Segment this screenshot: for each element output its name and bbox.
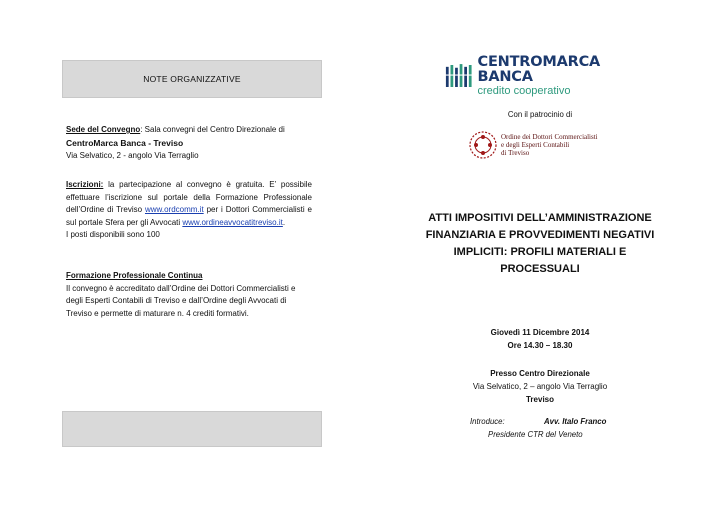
- iscrizioni-text-3: .: [282, 217, 286, 227]
- centromarca-bars-icon: [445, 62, 473, 90]
- event-title: [405, 210, 675, 278]
- iscrizioni-section: [66, 179, 312, 242]
- bank-name: CENTROMARCA BANCA: [477, 54, 601, 85]
- bank-subtitle: credito cooperativo: [477, 85, 571, 97]
- intro-role: Presidente CTR del Veneto: [488, 430, 583, 439]
- venue-city: Treviso: [525, 395, 554, 404]
- posti-disponibili: I posti disponibili sono 100: [66, 230, 160, 240]
- ordineavvocati-link[interactable]: www.ordineavvocatitreviso.it: [182, 217, 283, 227]
- ordine-line-1: Ordine dei Dottori Commercialisti: [501, 133, 598, 141]
- sede-text: : Sala convegni del Centro Direzionale di: [140, 125, 285, 134]
- sede-bank: CentroMarca Banca - Treviso: [66, 137, 184, 148]
- iscrizioni-text-1: la partecipazione al convegno è gratuita. E’ possibile effettuare l’iscrizione sul portale della Formazione Professionale dell’Ordine di Treviso: [66, 180, 312, 215]
- formazione-section: [66, 270, 312, 320]
- event-venue: [430, 367, 650, 406]
- ordine-seal-icon: [468, 130, 498, 160]
- ordine-line-3: di Treviso: [501, 149, 530, 157]
- event-date: Giovedì 11 Dicembre 2014: [490, 328, 590, 337]
- title-line: ATTI IMPOSITIVI DELL’AMMINISTRAZIONE: [428, 212, 652, 224]
- event-datetime: [430, 326, 650, 352]
- formazione-text: Il convegno è accreditato dall’Ordine dei Dottori Commercialisti e degli Esperti Contabili di Treviso e dall’Ordine degli Avvocati di Treviso e permette di maturare n. 4 crediti formativi.: [66, 283, 296, 318]
- sede-section: [66, 124, 312, 163]
- introduction: [470, 415, 630, 441]
- ordine-line-2: e degli Esperti Contabili: [501, 141, 570, 149]
- title-line: IMPLICITI: PROFILI MATERIALI E: [453, 246, 627, 258]
- intro-label: Introduce:: [470, 417, 505, 426]
- event-time: Ore 14.30 – 18.30: [507, 341, 573, 350]
- intro-name: Avv. Italo Franco: [544, 417, 607, 426]
- venue-address: Via Selvatico, 2 – angolo Via Terraglio: [472, 382, 608, 391]
- patrocinio-text: Con il patrocinio di: [507, 110, 573, 119]
- iscrizioni-label: Iscrizioni:: [66, 180, 104, 189]
- title-line: FINANZIARIA E PROVVEDIMENTI NEGATIVI: [425, 229, 655, 241]
- ordcomm-link[interactable]: www.ordcomm.it: [144, 205, 204, 215]
- notes-footer-box: [62, 411, 322, 447]
- iscrizioni-text-2: per i Dottori Commercialisti e sul portale Sfera per gli Avvocati: [66, 205, 313, 227]
- ordine-logo: [468, 128, 618, 162]
- sede-address: Via Selvatico, 2 - angolo Via Terraglio: [66, 151, 199, 161]
- notes-header-title: NOTE ORGANIZZATIVE: [143, 74, 241, 84]
- formazione-label: Formazione Professionale Continua: [66, 271, 203, 280]
- centromarca-logo: [445, 54, 645, 97]
- sede-label: Sede del Convegno: [66, 125, 141, 134]
- notes-header-box: [62, 60, 322, 98]
- venue-label: Presso Centro Direzionale: [490, 369, 590, 378]
- title-line: PROCESSUALI: [500, 263, 580, 275]
